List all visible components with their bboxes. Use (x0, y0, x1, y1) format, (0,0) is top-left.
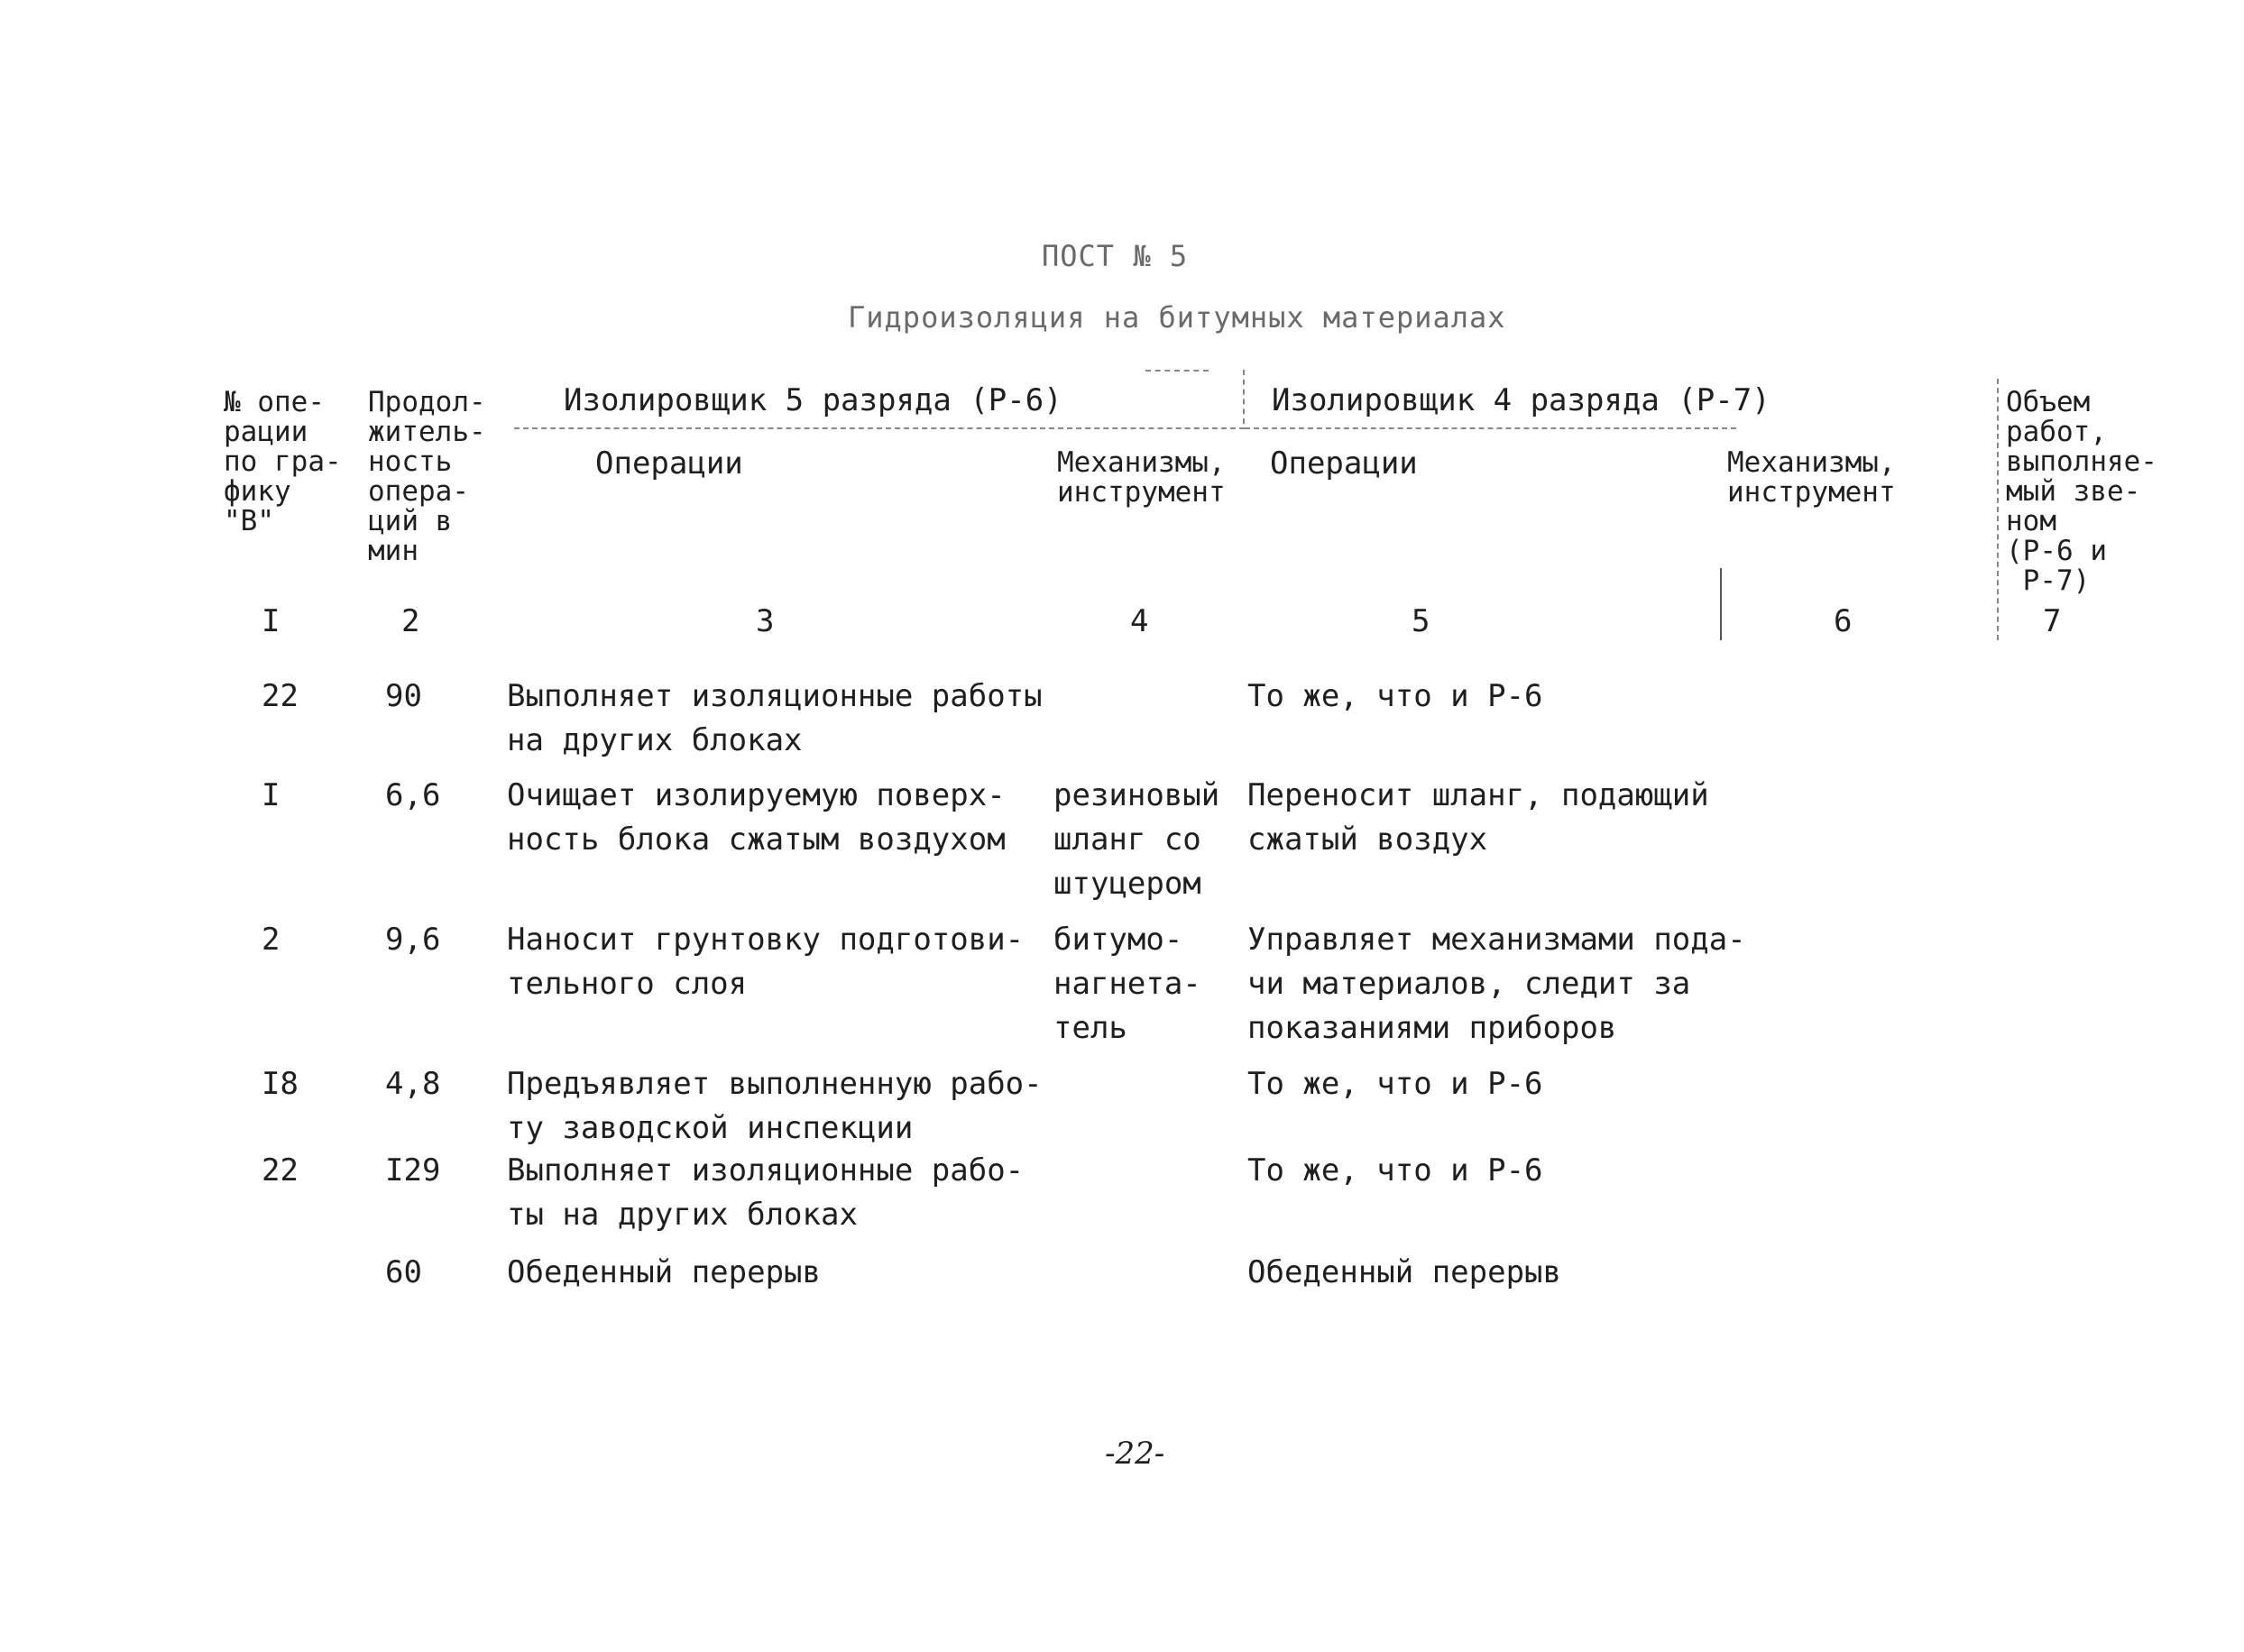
header-col-7: Объем работ, выполняе- мый зве- ном (Р-6 и Р-7) (2006, 386, 2157, 597)
table-row-tools-p6: битумо- нагнета- тель (1053, 922, 1201, 1046)
header-col-6: Механизмы, инструмент (1727, 446, 1896, 509)
header-col-3: Операции (595, 445, 743, 482)
table-row-op: I (262, 777, 280, 813)
table-row-op: 2 (262, 922, 280, 958)
page-subtitle: Гидроизоляция на битумных материалах (848, 300, 1506, 335)
table-row-ops-p7: То же, что и Р-6 (1247, 1066, 1543, 1102)
table-row-dur: 9,6 (385, 922, 441, 958)
group-underline-left (514, 427, 1245, 429)
header-col-4: Механизмы, инструмент (1057, 446, 1226, 509)
table-row-ops-p7: Управляет механизмами пода- чи материалов, следит за показаниями приборов (1247, 922, 1746, 1046)
table-row-dur: I29 (385, 1152, 441, 1189)
table-row-ops-p7: То же, что и Р-6 (1247, 678, 1543, 714)
column-number: 2 (401, 603, 420, 639)
table-row-ops-p6: Очищает изолируемую поверх- ность блока сжатым воздухом (507, 777, 1006, 858)
column-number: 5 (1412, 603, 1430, 639)
table-row-ops-p6: Обеденный перерыв (507, 1254, 821, 1290)
header-group-p6: Изолировщик 5 разряда (Р-6) (564, 382, 1062, 418)
table-row-dur: 90 (385, 678, 422, 714)
column-number: 3 (756, 603, 775, 639)
group-underline-right (1245, 427, 1736, 429)
table-row-ops-p7: Обеденный перерыв (1247, 1254, 1561, 1290)
table-row-ops-p6: Предъявляет выполненную рабо- ту заводской инспекции (507, 1066, 1043, 1146)
group-divider (1243, 370, 1245, 424)
table-row-ops-p6: Выполняет изоляционные работы на других блоках (507, 678, 1043, 758)
col-7-divider (1997, 379, 1999, 640)
table-row-tools-p6: резиновый шланг со штуцером (1053, 777, 1220, 902)
column-number: 6 (1834, 603, 1853, 639)
table-row-dur: 6,6 (385, 777, 441, 813)
column-number: 7 (2043, 603, 2062, 639)
header-col-1: № опе- рации по гра- фику "В" (224, 386, 342, 537)
column-number: I (262, 603, 280, 639)
post-title: ПОСТ № 5 (1042, 239, 1189, 273)
page-number: -22- (1105, 1436, 1165, 1472)
table-row-ops-p6: Выполняет изоляционные рабо- ты на других блоках (507, 1152, 1025, 1233)
table-row-op: 22 (262, 678, 299, 714)
col-6-divider (1720, 568, 1722, 640)
header-col-2: Продол- житель- ность опера- ций в мин (368, 386, 486, 567)
table-row-op: I8 (262, 1066, 299, 1102)
header-col-5: Операции (1270, 445, 1418, 482)
table-row-ops-p7: То же, что и Р-6 (1247, 1152, 1543, 1189)
table-row-dur: 4,8 (385, 1066, 441, 1102)
table-row-op: 22 (262, 1152, 299, 1189)
header-group-p7: Изолировщик 4 разряда (Р-7) (1272, 382, 1770, 418)
table-row-ops-p7: Переносит шланг, подающий сжатый воздух (1247, 777, 1709, 858)
table-row-ops-p6: Наносит грунтовку подготови- тельного слоя (507, 922, 1025, 1002)
column-number: 4 (1130, 603, 1149, 639)
table-row-dur: 60 (385, 1254, 422, 1290)
header-mark-line (1145, 370, 1209, 372)
